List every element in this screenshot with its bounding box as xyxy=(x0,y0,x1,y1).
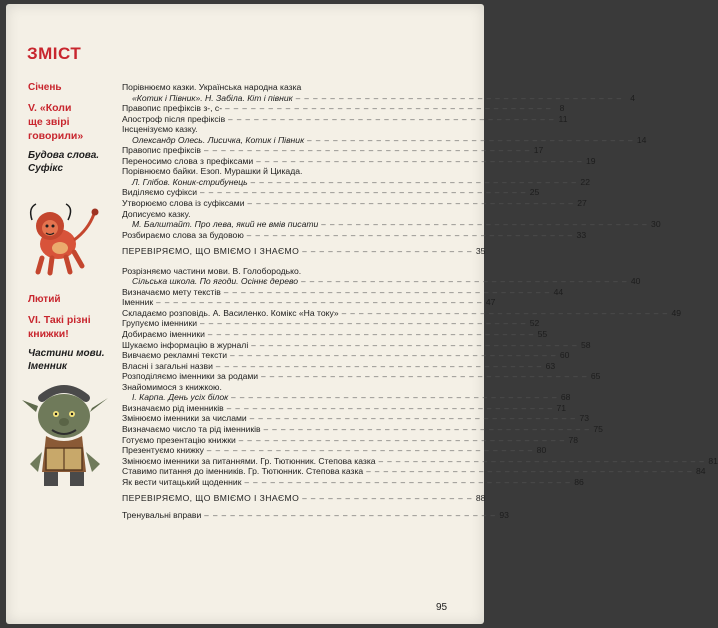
toc-entry-page: 8 xyxy=(559,103,565,114)
toc-entry-page: 22 xyxy=(580,176,590,187)
section-february xyxy=(28,294,120,373)
toc-entry[interactable] xyxy=(122,219,661,230)
toc-entry[interactable] xyxy=(122,402,567,414)
leader-dashes: – – – – – – – – – – – – – – – – – – – – – – – – – – – – – – – – – – – – – – xyxy=(301,277,628,287)
toc-entry-page: 14 xyxy=(636,134,647,145)
leader-dashes: – – – – – – – – – – – – – – – – – – – – – – – – – – – – – – – – – – – – – – xyxy=(378,456,705,466)
toc-entry-title: Дописуємо казку. xyxy=(122,208,191,219)
toc-entry-page: 40 xyxy=(630,276,641,287)
toc-entry-page: 17 xyxy=(533,145,544,156)
toc-entry-title: Визначаємо мету текстів xyxy=(122,286,221,297)
leader-dashes: – – – – – – – – – – – – – – – – – – – – – – – – – – – – – – – – – – – – – – xyxy=(366,467,693,477)
toc-entry[interactable] xyxy=(122,455,718,467)
toc-entry-title: Добираємо іменники xyxy=(122,329,205,340)
leader-dashes: – – – – – – – – – – – – – – – – – – – – – – – – – – – – – – – – – – – – – – xyxy=(246,230,574,240)
toc-entry-page: 68 xyxy=(560,392,571,403)
toc-entry-page: 80 xyxy=(536,445,547,456)
section-title-line: говорили» xyxy=(28,130,84,142)
toc-entry-page: 33 xyxy=(576,229,587,240)
toc-entry-page: 25 xyxy=(529,187,540,198)
toc-entry[interactable] xyxy=(122,276,641,287)
toc-entry-title: Групуємо іменники xyxy=(122,318,198,329)
section-subtitle-line: Іменник xyxy=(28,361,67,372)
toc-exercises-row[interactable] xyxy=(122,509,509,521)
leader-dashes: – – – – – – – – – – – – – – – – – – – – – – – – – – – – – – – – – – – – – – xyxy=(238,435,566,445)
toc-entry-title: Презентуємо книжку xyxy=(122,445,204,456)
toc-entry-title: Переносимо слова з префіксами xyxy=(122,155,254,166)
section-title-line: книжки! xyxy=(28,328,69,340)
leader-dashes: – – – – – – – – – – – – – – – – – – – – – – – – – – – – – – – – – – – – – – xyxy=(230,351,557,361)
toc-entry-page: 11 xyxy=(558,113,568,124)
leader-dashes: – – – – – – – – – – – – – – – – – – – – – – – – – – – – – – – – – – – – – – xyxy=(207,330,535,340)
month-label: Січень xyxy=(28,82,62,93)
troll-with-book-illustration xyxy=(16,382,116,490)
toc-entry-page: 49 xyxy=(671,307,682,318)
toc-entry[interactable] xyxy=(122,145,544,156)
leader-dashes: – – – – – – – – – – – – – – – – – – – – – – – – – – – – – – – – – – – – – – xyxy=(156,298,483,308)
leader-dashes: – – – – – – – – – – – – – – – – – – – – – – – – – – – – – – – – – – – – – – xyxy=(231,393,558,403)
leader-dashes: – – – – – – – – – – – – – – – – – – – – – – – – – – – – – – – – – – – – – – xyxy=(295,93,623,103)
leader-dashes: – – – – – – – – – – – – – – – – – – – – – – – – – – – – – – – – – – – – – – xyxy=(226,403,554,413)
toc-entry-title: Виділяємо суфікси xyxy=(122,187,198,198)
toc-entry[interactable] xyxy=(122,82,450,93)
toc-entry[interactable] xyxy=(122,229,587,241)
toc-entry[interactable] xyxy=(122,92,636,104)
table-of-contents xyxy=(122,82,718,520)
leader-dashes: – – – – – – – – – – – – – – – – – – – – – – – – – – – – – – – – – – – – – – xyxy=(307,135,634,145)
toc-entry-page: 19 xyxy=(585,155,596,166)
toc-entry[interactable] xyxy=(122,350,570,361)
toc-entry-page: 47 xyxy=(485,297,496,308)
toc-entry[interactable] xyxy=(122,318,540,329)
toc-entry-page: 52 xyxy=(529,318,540,329)
toc-part-2 xyxy=(122,265,718,487)
toc-entry[interactable] xyxy=(122,209,450,220)
toc-entry[interactable] xyxy=(122,339,591,351)
toc-entry[interactable] xyxy=(122,476,584,488)
toc-entry-page: 55 xyxy=(537,329,548,340)
toc-entry-title: М. Балштайт. Про лева, який не вмів писати xyxy=(132,219,319,230)
section-january xyxy=(28,82,120,175)
toc-entry-page: 4 xyxy=(630,92,636,103)
leader-dashes: – – – – – – – – – – – – – – – – – – – – – – – – – – – – – – – – – – – – – – xyxy=(244,477,571,487)
toc-entry-title: Визначаємо рід іменників xyxy=(122,402,224,413)
page-number: 95 xyxy=(436,602,448,613)
toc-entry-title: Змінюємо іменники за числами xyxy=(122,413,247,424)
leader-dashes: – – – – – – – – – – – – – – – – – – – – – – – – – – – – – – – – – – xyxy=(204,510,496,520)
toc-entry-title: Знайомимося з книжкою. xyxy=(122,381,222,392)
leader-dashes: – – – – – – – – – – – – – – – – – – – – – – – – – – – – – – – – – – – – – – xyxy=(200,188,527,198)
toc-entry-page: 30 xyxy=(651,219,661,230)
toc-entry-title: Сільська школа. По ягоди. Осіннє дерево xyxy=(132,276,299,287)
toc-check-row[interactable] xyxy=(122,493,486,504)
toc-entry-page: 44 xyxy=(553,286,564,297)
toc-entry[interactable] xyxy=(122,413,589,424)
toc-entry-title: Власні і загальні назви xyxy=(122,360,213,371)
toc-entry-title: Складаємо розповідь. А. Василенко. Комікс «На току» xyxy=(122,307,339,318)
leader-dashes: – – – – – – – – – – – – – – – – – – – – – – – – – – – – – – – – – – – – – – xyxy=(341,308,669,318)
leader-dashes: – – – – – – – – – – – – – – – – – – – – – – – – – – – – – – – – – – – – – – xyxy=(223,287,551,297)
toc-entry[interactable] xyxy=(122,113,568,125)
toc-entry-title: Вивчаємо рекламні тексти xyxy=(122,350,228,361)
month-label: Лютий xyxy=(28,294,61,305)
toc-entry-title: Шукаємо інформацію в журналі xyxy=(122,339,249,350)
toc-entry-title: Змінюємо іменники за питаннями. Гр. Тютюнник. Степова казка xyxy=(122,455,376,466)
toc-entry[interactable] xyxy=(122,307,682,319)
toc-entry-title: Порівнюємо казки. Українська народна казка xyxy=(122,82,302,92)
toc-entry[interactable] xyxy=(122,155,596,167)
leader-dashes: – – – – – – – – – – – – – – – – – – – – – – – – – – – – – – – – – – – – – – xyxy=(263,424,590,434)
toc-entry-title: Тренувальні вправи xyxy=(122,509,202,520)
toc-entry-page: 63 xyxy=(545,360,556,371)
toc-entry-title: Визначаємо число та рід іменників xyxy=(122,423,261,434)
toc-entry[interactable] xyxy=(122,382,450,393)
toc-entry-title: Апостроф після префіксів xyxy=(122,113,226,124)
leader-dashes: – – – – – – – – – – – – – – – – – – – – – – – – – – – – – – – – – – – – – – xyxy=(203,146,531,156)
toc-part-1 xyxy=(122,82,661,240)
toc-entry-title: ПЕРЕВІРЯЄМО, ЩО ВМІЄМО І ЗНАЄМО xyxy=(122,493,300,504)
section-title-line: VI. Такі різні xyxy=(28,314,91,326)
toc-entry-page: 58 xyxy=(580,339,591,350)
leader-dashes: – – – – – – – – – – – – – – – – – – – – – – – – – – – – – – – – – – – – – – xyxy=(251,340,578,350)
toc-entry-page: 93 xyxy=(499,509,509,520)
toc-entry-title: Олександр Олесь. Лисичка, Котик і Півник xyxy=(132,134,305,145)
leader-dashes: – – – – – – – – – – – – – – – – – – – – – – – – – – – – – – – – – – – – – – xyxy=(247,199,574,209)
toc-entry[interactable] xyxy=(122,134,647,146)
toc-entry-title: Іменник xyxy=(122,297,154,308)
toc-entry-page: 35 xyxy=(475,246,486,257)
toc-entry-title: І. Карпа. День усіх білок xyxy=(132,392,229,403)
toc-entry[interactable] xyxy=(122,124,450,135)
toc-entry-title: Правопис префіксів xyxy=(122,145,201,156)
leader-dashes: – – – – – – – – – – – – – – – – – – – – xyxy=(302,247,473,257)
leader-dashes: – – – – – – – – – – – – – – – – – – – – – – – – – – – – – – – – – – – – – – xyxy=(256,156,583,166)
toc-entry-title: Готуємо презентацію книжки xyxy=(122,434,236,445)
section-subtitle-line: Будова слова. xyxy=(28,150,100,161)
leader-dashes: – – – – – – – – – – – – – – – – – – – – – – – – – – – – – – – – – – – – – – xyxy=(225,104,552,114)
leader-dashes: – – – – – – – – – – – – – – – – – – – – – – – – – – – – – – – – – – – – – – xyxy=(321,220,648,230)
toc-entry-title: Л. Глібов. Коник-стрибунець xyxy=(132,176,248,187)
toc-entry[interactable] xyxy=(122,266,450,277)
toc-entry[interactable] xyxy=(122,176,590,188)
page-title: ЗМІСТ xyxy=(27,44,82,63)
leader-dashes: – – – – – – – – – – – – – – – – – – – – – – – – – – – – – – – – – – – – – – xyxy=(206,446,534,456)
toc-entry[interactable] xyxy=(122,166,450,177)
toc-entry-title: Утворюємо слова із суфіксами xyxy=(122,198,245,209)
toc-entry[interactable] xyxy=(122,423,603,435)
leader-dashes: – – – – – – – – – – – – – – – – – – – – – – – – – – – – – – – – – – – – – – xyxy=(200,319,527,329)
toc-entry[interactable] xyxy=(122,297,496,308)
section-subtitle-line: Суфікс xyxy=(28,163,64,174)
toc-entry-page: 73 xyxy=(579,413,589,424)
leader-dashes: – – – – – – – – – – – – – – – – – – – – – – – – – – – – – – – – – – – – – – xyxy=(228,114,555,124)
toc-entry[interactable] xyxy=(122,371,601,382)
leader-dashes: – – – – – – – – – – – – – – – – – – – – xyxy=(302,494,473,504)
toc-entry-title: Ставимо питання до іменників. Гр. Тютюнник. Степова казка xyxy=(122,466,364,477)
toc-entry[interactable] xyxy=(122,392,571,403)
toc-entry-title: Інсценізуємо казку. xyxy=(122,124,198,135)
section-title-line: ще звірі xyxy=(28,116,70,128)
toc-entry-page: 60 xyxy=(559,350,570,361)
toc-entry-title: Розрізняємо частини мови. В. Голобородько. xyxy=(122,265,302,276)
toc-entry-title: Як вести читацький щоденник xyxy=(122,476,242,487)
toc-check-row[interactable] xyxy=(122,246,486,257)
toc-entry[interactable] xyxy=(122,434,579,446)
section-title-line: V. «Коли xyxy=(28,102,72,114)
toc-entry-page: 71 xyxy=(556,402,567,413)
toc-entry-title: ПЕРЕВІРЯЄМО, ЩО ВМІЄМО І ЗНАЄМО xyxy=(122,246,300,257)
leader-dashes: – – – – – – – – – – – – – – – – – – – – – – – – – – – – – – – – – – – – – – xyxy=(215,361,543,371)
toc-entry-title: Порівнюємо байки. Езоп. Мурашки й Цикада. xyxy=(122,166,303,177)
toc-entry[interactable] xyxy=(122,198,587,209)
book-page xyxy=(6,4,718,624)
toc-entry-page: 81 xyxy=(708,455,718,466)
leader-dashes: – – – – – – – – – – – – – – – – – – – – – – – – – – – – – – – – – – – – – – xyxy=(249,414,576,424)
toc-entry[interactable] xyxy=(122,103,565,114)
leader-dashes: – – – – – – – – – – – – – – – – – – – – – – – – – – – – – – – – – – – – – – xyxy=(250,177,577,187)
toc-entry-page: 88 xyxy=(475,493,486,504)
toc-entry-title: Розподіляємо іменники за родами xyxy=(122,371,259,382)
toc-entry-title: Правопис префіксів з-, с- xyxy=(122,103,223,114)
toc-entry[interactable] xyxy=(122,445,547,456)
section-subtitle-line: Частини мови. xyxy=(28,348,105,359)
toc-entry[interactable] xyxy=(122,329,548,340)
toc-entry[interactable] xyxy=(122,466,706,477)
toc-entry-page: 65 xyxy=(590,371,601,382)
toc-entry-page: 75 xyxy=(593,423,603,434)
leader-dashes: – – – – – – – – – – – – – – – – – – – – – – – – – – – – – – – – – – – – – – xyxy=(261,372,588,382)
toc-entry[interactable] xyxy=(122,360,556,372)
toc-entry[interactable] xyxy=(122,187,540,198)
toc-entry-page: 84 xyxy=(695,466,706,477)
toc-entry[interactable] xyxy=(122,286,564,298)
toc-entry-page: 27 xyxy=(577,198,587,209)
toc-entry-page: 86 xyxy=(574,476,584,487)
toc-entry-title: Розбираємо слова за будовою xyxy=(122,229,244,240)
toc-entry-title: «Котик і Півник». Н. Забіла. Кіт і півник xyxy=(132,92,293,103)
toc-entry-page: 78 xyxy=(568,434,579,445)
lion-illustration xyxy=(24,200,102,278)
